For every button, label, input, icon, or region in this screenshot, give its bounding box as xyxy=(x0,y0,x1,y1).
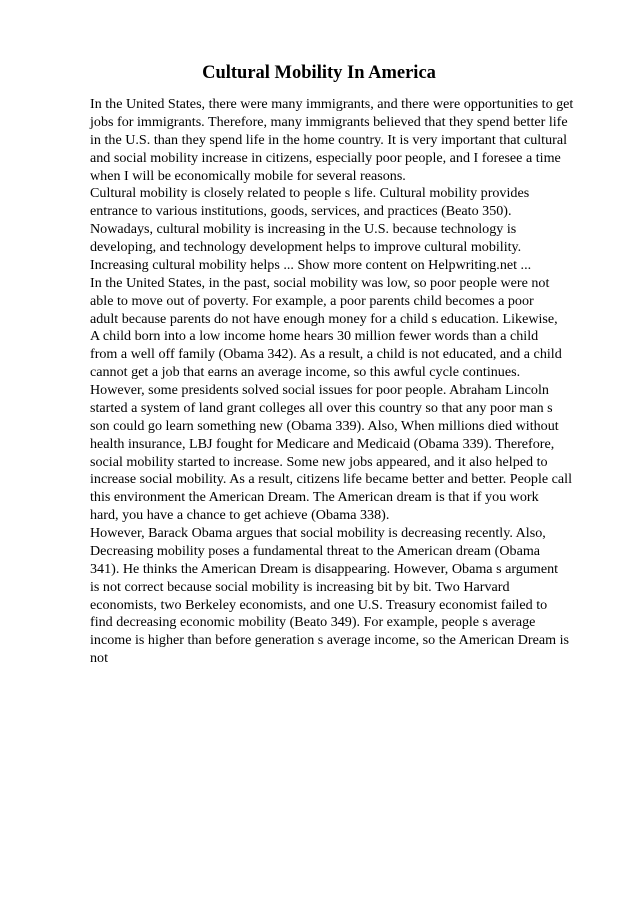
body-line: find decreasing economic mobility (Beato 349). For example, people s average xyxy=(90,614,536,631)
body-line: A child born into a low income home hears 30 million fewer words than a child xyxy=(90,328,539,345)
body-line: not xyxy=(90,650,109,667)
document-body xyxy=(90,96,590,668)
body-line: Increasing cultural mobility helps ... Show more content on Helpwriting.net ... xyxy=(90,256,532,273)
body-line: jobs for immigrants. Therefore, many immigrants believed that they spend better life xyxy=(90,113,568,130)
body-line: son could go learn something new (Obama 339). Also, When millions died without xyxy=(90,417,559,434)
body-line: this environment the American Dream. The American dream is that if you work xyxy=(90,489,539,506)
body-line: developing, and technology development helps to improve cultural mobility. xyxy=(90,239,522,255)
body-line: income is higher than before generation s average income, so the American Dream is xyxy=(90,632,570,649)
body-line: is not correct because social mobility is increasing bit by bit. Two Harvard xyxy=(90,578,510,595)
body-line: However, some presidents solved social issues for poor people. Abraham Lincoln xyxy=(90,382,549,398)
body-line: able to move out of poverty. For example, a poor parents child becomes a poor xyxy=(90,292,534,309)
body-line: Nowadays, cultural mobility is increasing in the U.S. because technology is xyxy=(90,221,517,238)
body-line: increase social mobility. As a result, citizens life became better and better. People call xyxy=(90,471,573,488)
body-line: entrance to various institutions, goods, services, and practices (Beato 350). xyxy=(90,203,512,220)
body-line: cannot get a job that earns an average income, so this awful cycle continues. xyxy=(90,364,521,381)
body-line: started a system of land grant colleges all over this country so that any poor man s xyxy=(90,399,553,416)
body-line: when I will be economically mobile for several reasons. xyxy=(90,167,406,184)
body-line: economists, two Berkeley economists, and one U.S. Treasury economist failed to xyxy=(90,596,548,613)
body-line: 341). He thinks the American Dream is disappearing. However, Obama s argument xyxy=(90,560,559,577)
body-line: in the U.S. than they spend life in the home country. It is very important that cultural xyxy=(90,131,567,148)
body-line: Decreasing mobility poses a fundamental threat to the American dream (Obama xyxy=(90,542,541,559)
body-line: and social mobility increase in citizens, especially poor people, and I foresee a time xyxy=(90,149,561,166)
body-line: In the United States, there were many immigrants, and there were opportunities to get xyxy=(90,96,574,112)
body-line: However, Barack Obama argues that social mobility is decreasing recently. Also, xyxy=(90,525,546,541)
body-line: social mobility started to increase. Some new jobs appeared, and it also helped to xyxy=(90,453,548,470)
body-line: In the United States, in the past, social mobility was low, so poor people were not xyxy=(90,274,550,291)
body-line: Cultural mobility is closely related to people s life. Cultural mobility provides xyxy=(90,185,530,202)
body-line: health insurance, LBJ fought for Medicare and Medicaid (Obama 339). Therefore, xyxy=(90,435,555,452)
body-line: hard, you have a chance to get achieve (Obama 338). xyxy=(90,507,390,524)
body-line: from a well off family (Obama 342). As a result, a child is not educated, and a child xyxy=(90,346,562,363)
body-line: adult because parents do not have enough money for a child s education. Likewise, xyxy=(90,310,558,327)
document-title: Cultural Mobility In America xyxy=(202,63,436,83)
